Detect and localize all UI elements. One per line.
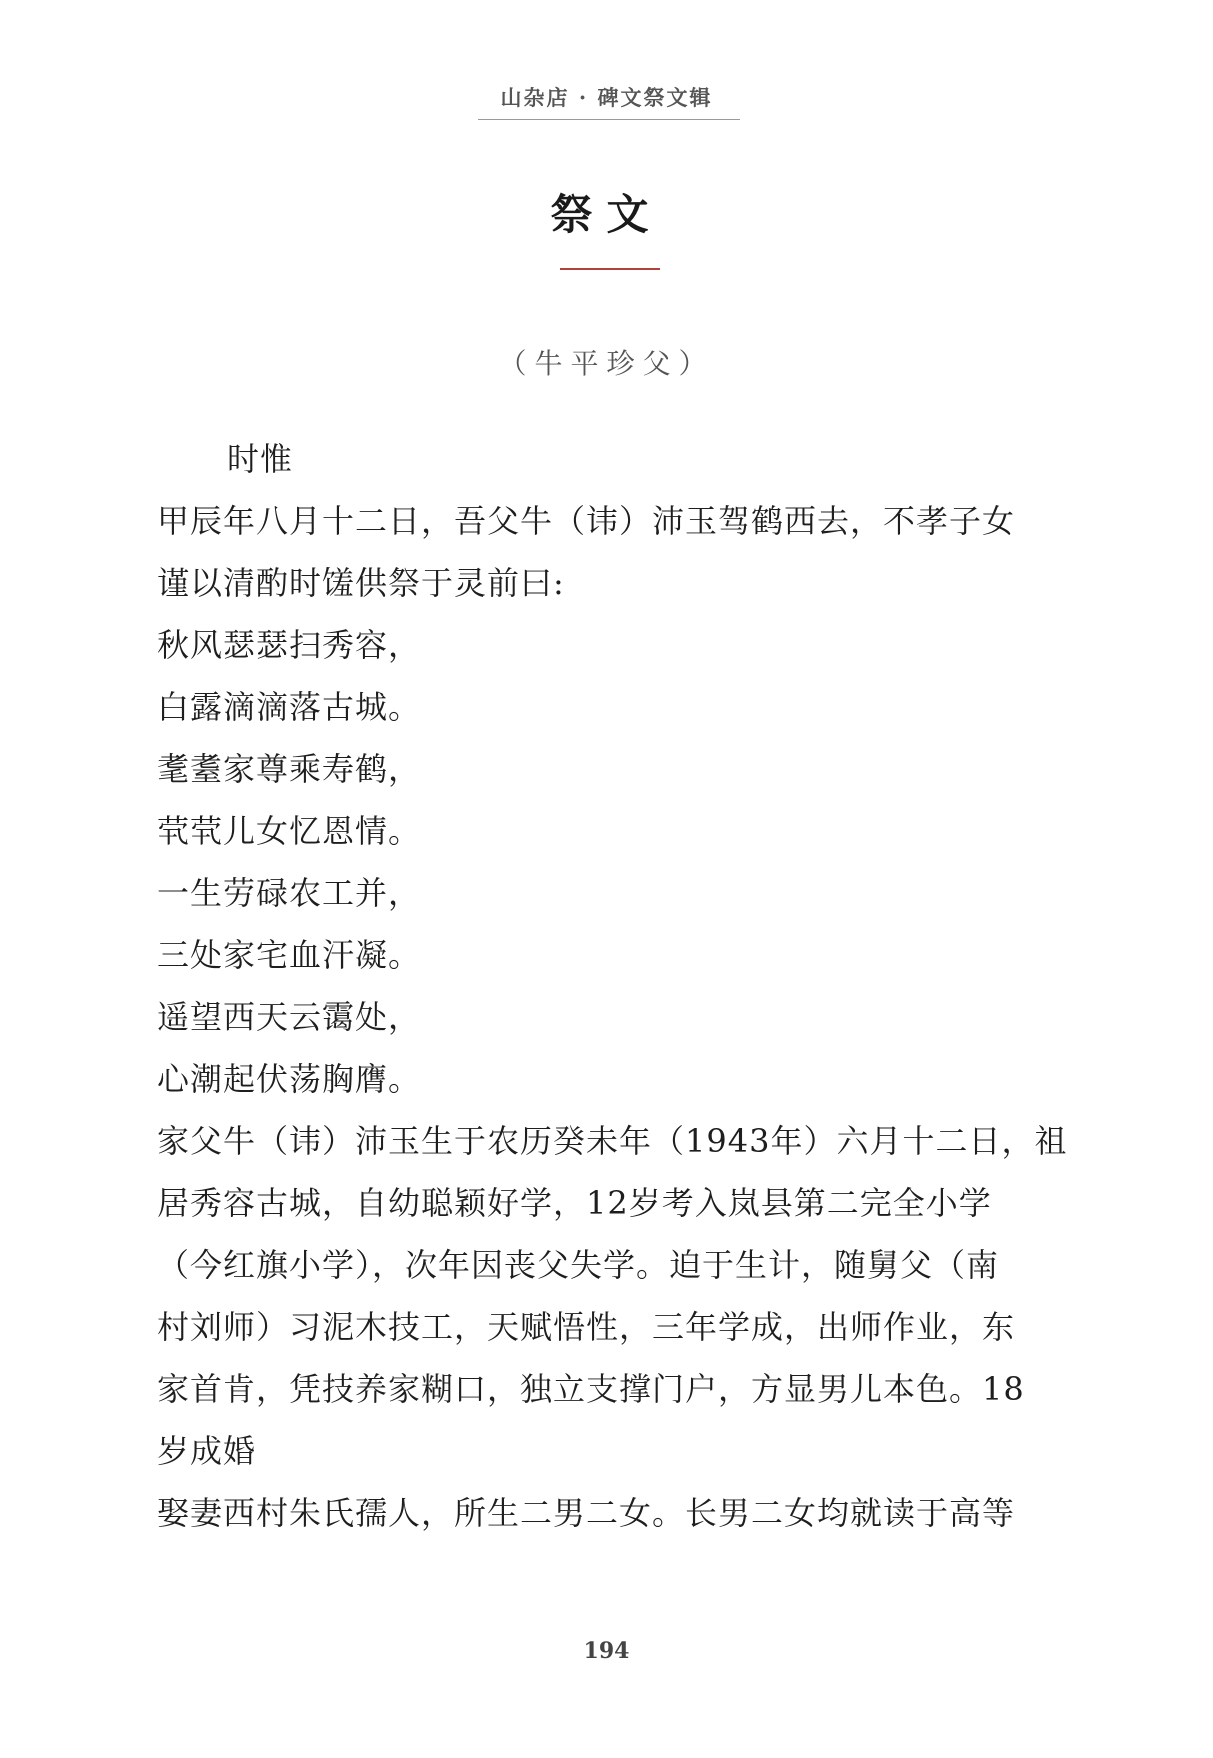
running-header: 山杂店 · 碑文祭文辑 bbox=[500, 85, 713, 110]
poem-line: 三处家宅血汗凝。 bbox=[157, 936, 422, 974]
text-line: 岁成婚 bbox=[157, 1432, 257, 1470]
text-line: 谨以清酌时馐供祭于灵前曰: bbox=[157, 564, 565, 602]
text-line: 时惟 bbox=[227, 440, 294, 478]
text-line: 居秀容古城，自幼聪颖好学，12岁考入岚县第二完全小学 bbox=[157, 1184, 992, 1222]
text-line: 村刘师）习泥木技工，天赋悟性，三年学成，出师作业，东 bbox=[157, 1308, 1016, 1346]
page-subtitle: （牛平珍父） bbox=[498, 347, 715, 380]
poem-line: 耄耋家尊乘寿鹤， bbox=[157, 750, 422, 788]
poem-line: 秋风瑟瑟扫秀容， bbox=[157, 626, 422, 664]
page-number: 194 bbox=[583, 1638, 630, 1664]
text-line: 家首肯，凭技养家糊口，独立支撑门户，方显男儿本色。18 bbox=[157, 1370, 1025, 1408]
poem-line: 白露滴滴落古城。 bbox=[157, 688, 422, 726]
text-line: 甲辰年八月十二日，吾父牛（讳）沛玉驾鹤西去，不孝子女 bbox=[157, 502, 1016, 540]
poem-line: 心潮起伏荡胸膺。 bbox=[157, 1060, 422, 1098]
text-line: （今红旗小学），次年因丧父失学。迫于生计，随舅父（南 bbox=[157, 1246, 1000, 1284]
poem-line: 遥望西天云霭处， bbox=[157, 998, 422, 1036]
article-body bbox=[157, 428, 1067, 1544]
poem-line: 一生劳碌农工并， bbox=[157, 874, 422, 912]
text-line: 娶妻西村朱氏孺人，所生二男二女。长男二女均就读于高等 bbox=[157, 1494, 1016, 1532]
header-divider bbox=[478, 119, 740, 120]
poem-line: 茕茕儿女忆恩情。 bbox=[157, 812, 422, 850]
text-line: 家父牛（讳）沛玉生于农历癸未年（1943年）六月十二日，祖 bbox=[157, 1122, 1068, 1160]
page-title: 祭文 bbox=[550, 190, 663, 239]
title-divider bbox=[560, 268, 660, 270]
